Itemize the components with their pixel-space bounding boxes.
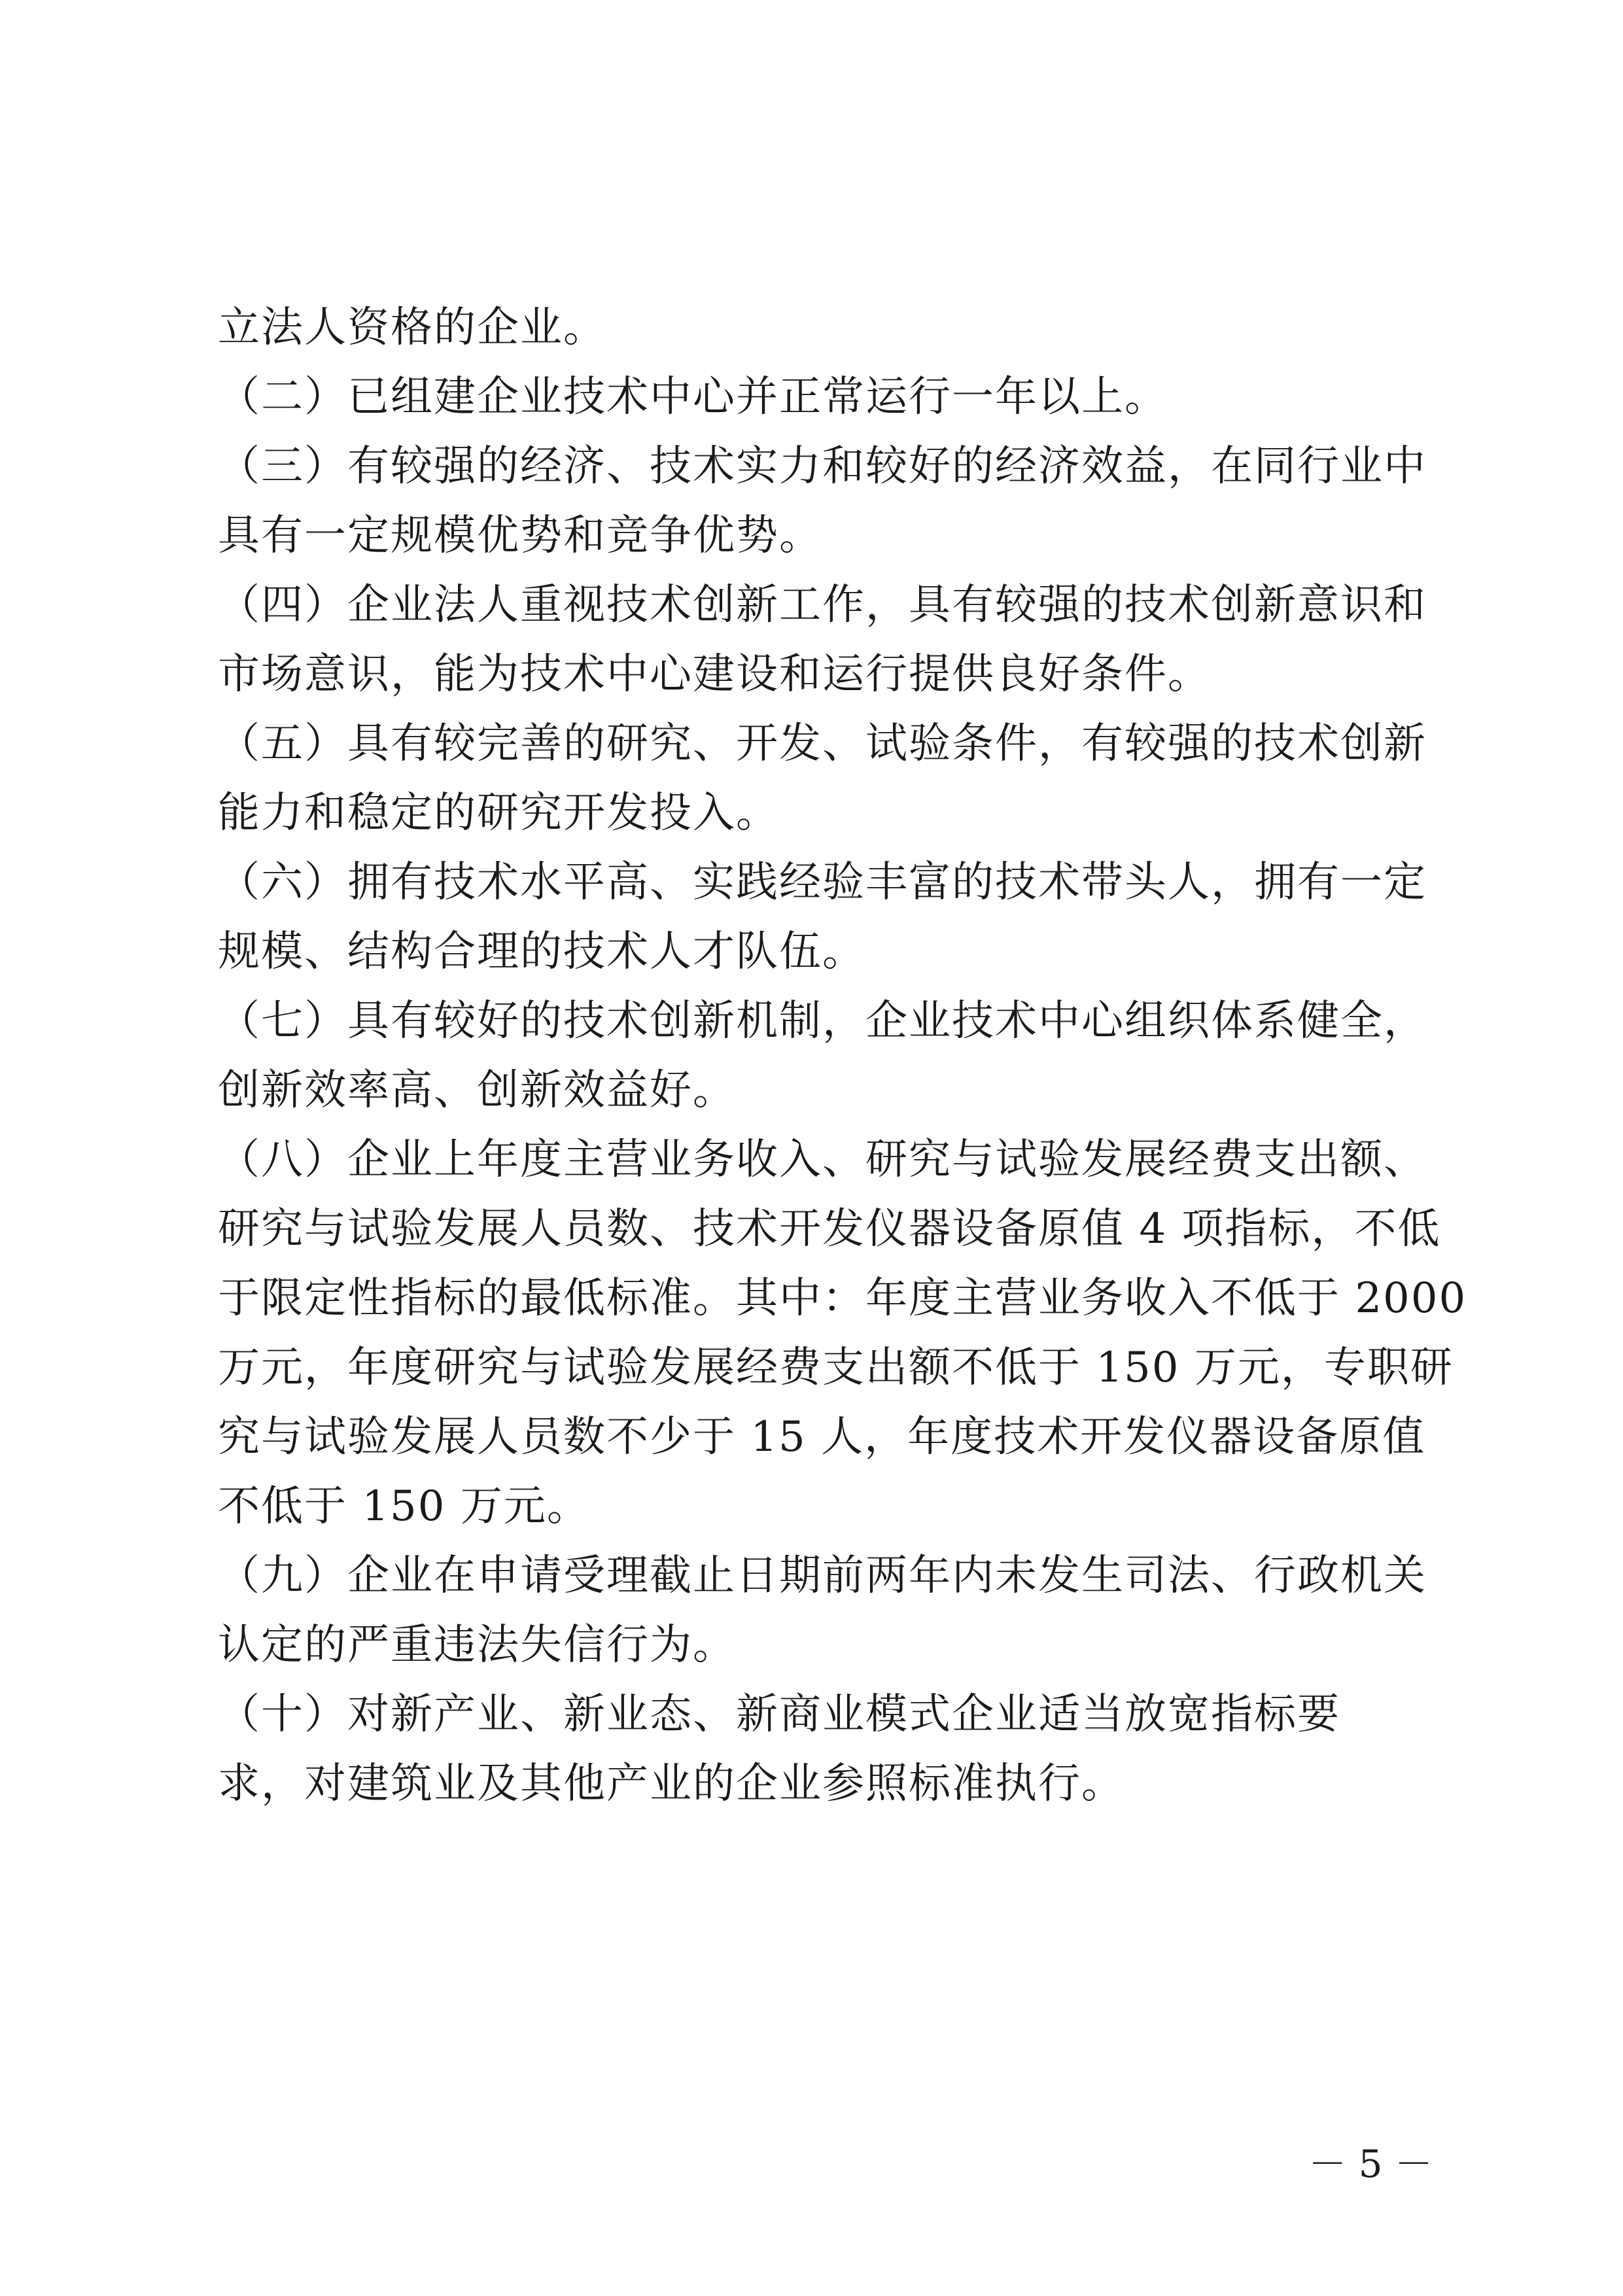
text-line: （八）企业上年度主营业务收入、研究与试验发展经费支出额、 bbox=[218, 1136, 1427, 1184]
text-line: （十）对新产业、新业态、新商业模式企业适当放宽指标要 bbox=[218, 1690, 1340, 1739]
text-line: 立法人资格的企业。 bbox=[218, 304, 606, 352]
text-line: （二）已组建企业技术中心并正常运行一年以上。 bbox=[218, 373, 1168, 421]
text-line: （六）拥有技术水平高、实践经验丰富的技术带头人，拥有一定 bbox=[218, 858, 1427, 907]
body-text bbox=[218, 293, 1467, 1818]
text-line: 万元，年度研究与试验发展经费支出额不低于 150 万元，专职研 bbox=[218, 1344, 1454, 1392]
text-line: （七）具有较好的技术创新机制，企业技术中心组织体系健全， bbox=[218, 997, 1427, 1045]
text-line: （四）企业法人重视技术创新工作，具有较强的技术创新意识和 bbox=[218, 581, 1427, 629]
text-line: 不低于 150 万元。 bbox=[218, 1482, 590, 1531]
text-line: 究与试验发展人员数不少于 15 人，年度技术开发仪器设备原值 bbox=[218, 1413, 1426, 1461]
text-line: 市场意识，能为技术中心建设和运行提供良好条件。 bbox=[218, 650, 1211, 699]
text-line: 认定的严重违法失信行为。 bbox=[218, 1621, 736, 1669]
text-line: 求，对建筑业及其他产业的企业参照标准执行。 bbox=[218, 1760, 1125, 1808]
text-line: 于限定性指标的最低标准。其中：年度主营业务收入不低于 2000 bbox=[218, 1274, 1467, 1323]
text-line: 研究与试验发展人员数、技术开发仪器设备原值 4 项指标，不低 bbox=[218, 1205, 1441, 1253]
text-line: 创新效率高、创新效益好。 bbox=[218, 1066, 736, 1115]
text-line: （五）具有较完善的研究、开发、试验条件，有较强的技术创新 bbox=[218, 720, 1427, 768]
text-line: （三）有较强的经济、技术实力和较好的经济效益，在同行业中 bbox=[218, 442, 1427, 491]
text-line: （九）企业在申请受理截止日期前两年内未发生司法、行政机关 bbox=[218, 1552, 1427, 1600]
text-line: 具有一定规模优势和竞争优势。 bbox=[218, 512, 822, 560]
page-number: － 5 － bbox=[1308, 2142, 1433, 2186]
text-line: 能力和稳定的研究开发投入。 bbox=[218, 789, 779, 837]
text-line: 规模、结构合理的技术人才队伍。 bbox=[218, 928, 865, 976]
